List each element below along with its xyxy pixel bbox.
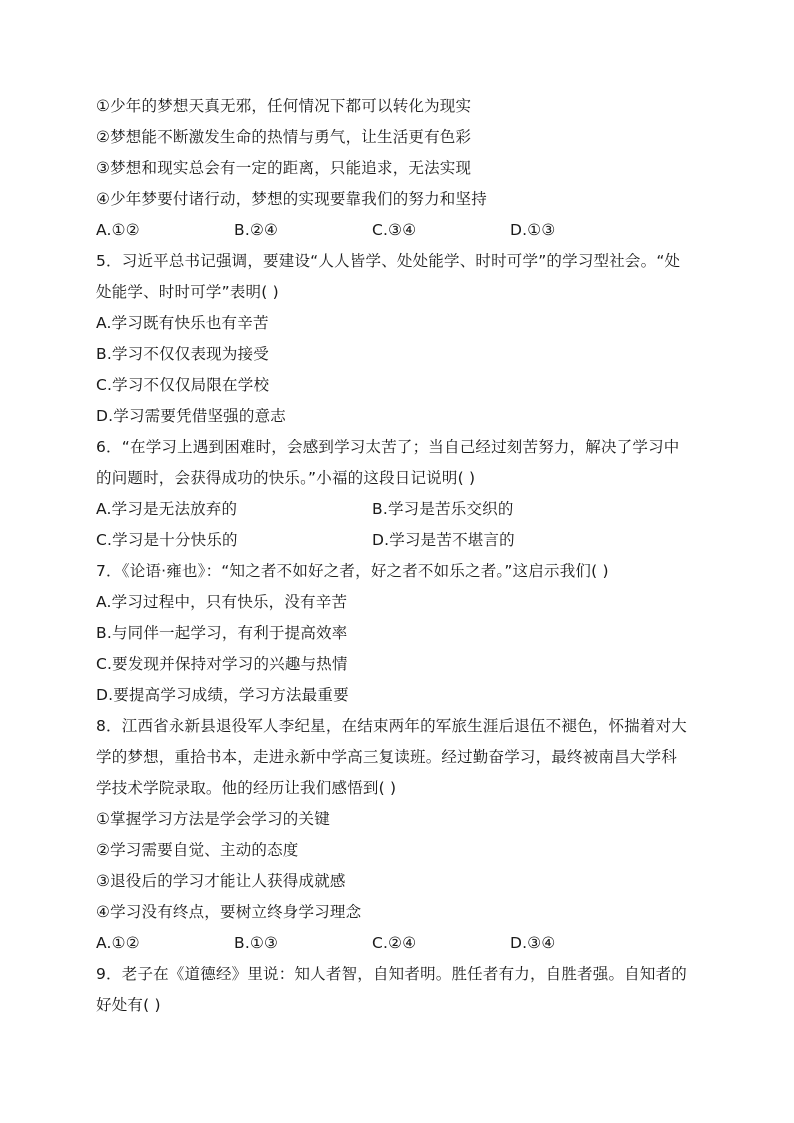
- q6-option-b: B.学习是苦乐交织的: [372, 500, 514, 518]
- q8-statement-4: ④学习没有终点，要树立终身学习理念: [96, 903, 362, 921]
- q5-option-a: A.学习既有快乐也有辛苦: [96, 314, 269, 332]
- q6-stem-line-2: 的问题时，会获得成功的快乐。”小福的这段日记说明( ): [96, 469, 476, 487]
- q7-stem-line-1: 7．《论语·雍也》：“知之者不如好之者，好之者不如乐之者。”这启示我们( ): [96, 562, 609, 580]
- q6-option-d: D.学习是苦不堪言的: [372, 531, 515, 549]
- q5-option-d: D.学习需要凭借坚强的意志: [96, 407, 286, 425]
- q6-options-row-1: [96, 499, 706, 519]
- q4-option-d: D.①③: [510, 221, 556, 239]
- q8-statement-2: ②学习需要自觉、主动的态度: [96, 841, 299, 859]
- q8-option-d: D.③④: [510, 934, 556, 952]
- q4-option-b: B.②④: [234, 221, 279, 239]
- q7-option-d: D.要提高学习成绩，学习方法最重要: [96, 686, 349, 704]
- q8-option-b: B.①③: [234, 934, 279, 952]
- q4-options: [96, 220, 706, 240]
- q6-options-row-2: [96, 530, 706, 550]
- q8-statement-1: ①掌握学习方法是学会学习的关键: [96, 810, 330, 828]
- q8-option-c: C.②④: [372, 934, 417, 952]
- q6-stem-line-1: 6．“在学习上遇到困难时，会感到学习太苦了；当自己经过刻苦努力，解决了学习中: [96, 438, 680, 456]
- q7-option-a: A.学习过程中，只有快乐，没有辛苦: [96, 593, 348, 611]
- q4-statement-2: ②梦想能不断激发生命的热情与勇气，让生活更有色彩: [96, 128, 472, 146]
- q4-option-a: A.①②: [96, 221, 140, 239]
- q8-stem-line-2: 学的梦想，重拾书本，走进永新中学高三复读班。经过勤奋学习，最终被南昌大学科: [96, 748, 677, 766]
- q5-stem-line-1: 5．习近平总书记强调，要建设“人人皆学、处处能学、时时可学”的学习型社会。“处: [96, 252, 681, 270]
- q8-statement-3: ③退役后的学习才能让人获得成就感: [96, 872, 346, 890]
- q4-statement-1: ①少年的梦想天真无邪，任何情况下都可以转化为现实: [96, 97, 472, 115]
- q5-stem-line-2: 处能学、时时可学”表明( ): [96, 283, 279, 301]
- q7-option-b: B.与同伴一起学习，有利于提高效率: [96, 624, 348, 642]
- q8-option-a: A.①②: [96, 934, 140, 952]
- q6-option-c: C.学习是十分快乐的: [96, 531, 238, 549]
- q9-stem-line-1: 9．老子在《道德经》里说：知人者智，自知者明。胜任者有力，自胜者强。自知者的: [96, 965, 687, 983]
- q7-option-c: C.要发现并保持对学习的兴趣与热情: [96, 655, 348, 673]
- q6-option-a: A.学习是无法放弃的: [96, 500, 238, 518]
- q8-stem-line-1: 8．江西省永新县退役军人李纪星，在结束两年的军旅生涯后退伍不褪色，怀揣着对大: [96, 717, 687, 735]
- q5-option-b: B.学习不仅仅表现为接受: [96, 345, 269, 363]
- q9-stem-line-2: 好处有( ): [96, 996, 161, 1014]
- q4-statement-3: ③梦想和现实总会有一定的距离，只能追求，无法实现: [96, 159, 472, 177]
- q4-option-c: C.③④: [372, 221, 417, 239]
- q8-stem-line-3: 学技术学院录取。他的经历让我们感悟到( ): [96, 779, 397, 797]
- q5-option-c: C.学习不仅仅局限在学校: [96, 376, 270, 394]
- q8-options: [96, 933, 706, 953]
- q4-statement-4: ④少年梦要付诸行动，梦想的实现要靠我们的努力和坚持: [96, 190, 487, 208]
